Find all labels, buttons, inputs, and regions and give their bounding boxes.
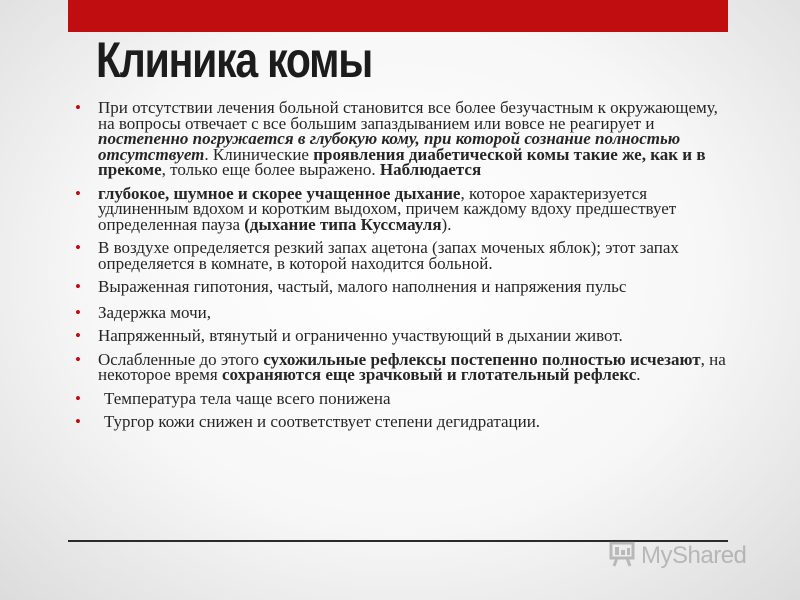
- text-segment: ).: [441, 214, 452, 234]
- text-segment: Выраженная гипотония, частый, малого наполнения и напряжения пульс: [98, 277, 627, 296]
- bullet-list: [75, 100, 730, 430]
- text-segment: .: [636, 365, 641, 384]
- text-segment: глубокое, шумное и скорее учащенное дыхание: [98, 183, 461, 203]
- text-segment: постепенно погружается в глубокую кому, при которой сознание полностью отсутствует: [98, 129, 681, 164]
- bullet-item: [75, 183, 730, 234]
- text-segment: Задержка мочи,: [98, 302, 212, 322]
- watermark-text: MyShared: [641, 542, 747, 569]
- text-segment: сухожильные рефлексы постепенно полностью исчезают: [263, 349, 701, 369]
- bullet-item: [75, 388, 730, 408]
- slide-title: Клиника комы: [96, 32, 373, 88]
- top-accent-bar: [68, 0, 728, 32]
- bullet-item: [75, 414, 730, 430]
- text-segment: . Клинические: [204, 144, 314, 164]
- bullet-item: [75, 328, 730, 344]
- text-segment: , на некоторое время: [98, 349, 726, 384]
- bullet-item: [75, 302, 730, 322]
- bullet-item: [75, 349, 730, 384]
- text-segment: Наблюдается: [379, 160, 482, 179]
- text-segment: При отсутствии лечения больной становится все более безучастным к окружающему, на вопросы отвечает с все большим запаздыванием или вовсе не реагирует и: [98, 98, 718, 133]
- presentation-board-icon: [607, 539, 637, 574]
- text-segment: Тургор кожи снижен и соответствует степени дегидратации.: [104, 412, 541, 431]
- watermark-logo: [607, 536, 746, 576]
- bullet-item: [75, 279, 730, 295]
- text-segment: В воздухе определяется резкий запах ацетона (запах моченых яблок); этот запах определяется в комнате, в которой находится больной.: [98, 238, 679, 273]
- bullet-item: [75, 240, 730, 271]
- text-segment: сохраняются еще зрачковый и глотательный рефлекс: [221, 365, 637, 384]
- text-segment: (дыхание типа Куссмауля: [244, 214, 442, 234]
- text-segment: , только еще более выражено.: [161, 160, 380, 179]
- text-segment: Ослабленные до этого: [98, 349, 264, 369]
- text-segment: Напряженный, втянутый и ограниченно участвующий в дыхании живот.: [98, 326, 623, 345]
- text-segment: , которое характеризуется удлиненным вдохом и коротким выдохом, причем каждому вдоху предшествует определенная пауза: [98, 183, 677, 234]
- bullet-item: [75, 100, 730, 178]
- text-segment: Температура тела чаще всего понижена: [104, 388, 391, 408]
- text-segment: проявления диабетической комы такие же, как и в прекоме: [98, 144, 706, 179]
